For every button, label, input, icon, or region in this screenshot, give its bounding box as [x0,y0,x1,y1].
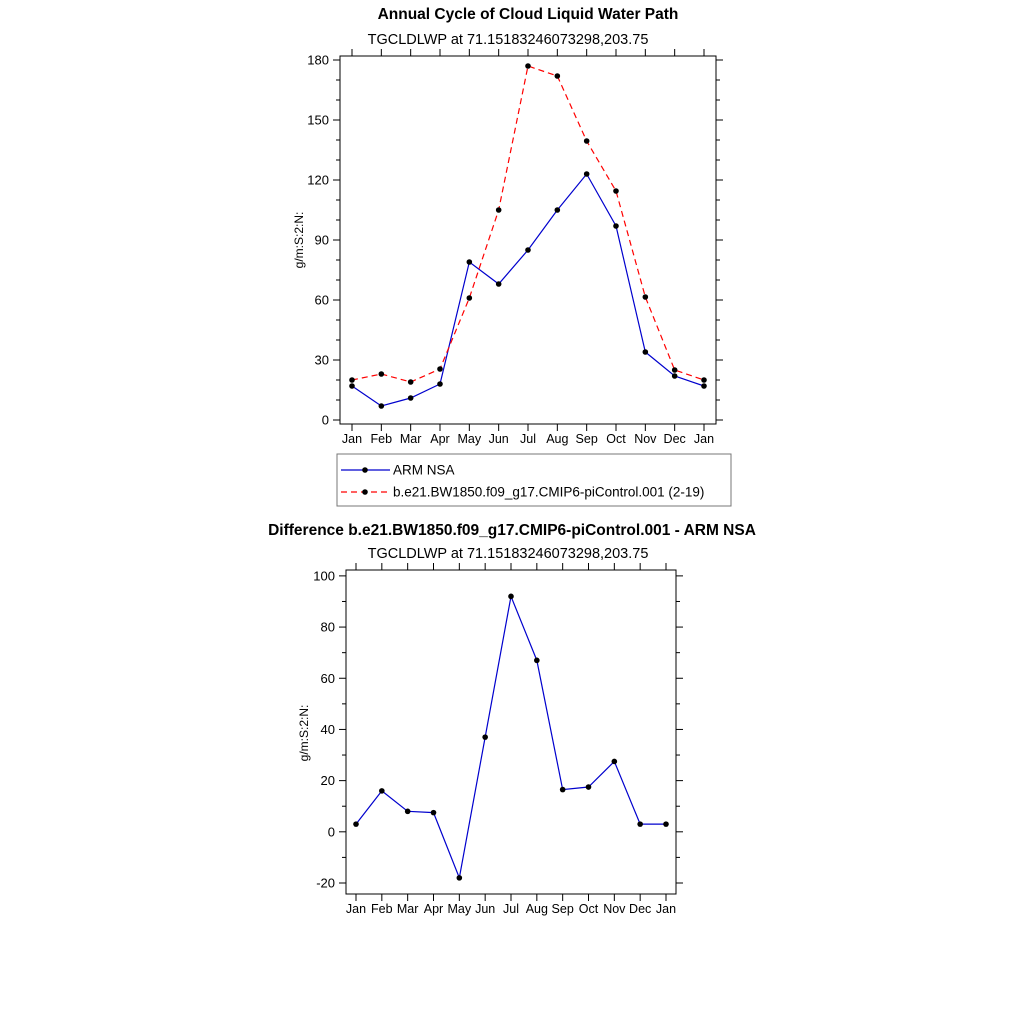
data-point-marker [586,784,592,790]
data-point-marker [467,259,473,265]
chart2-subtitle: TGCLDLWP at 71.15183246073298,203.75 [367,546,649,562]
data-point-marker [525,63,531,69]
x-tick-label: Jul [520,432,536,446]
x-tick-label: Jan [341,432,363,446]
chart1-subtitle: TGCLDLWP at 71.15183246073298,203.75 [367,32,649,48]
y-tick-label: -20 [316,875,335,891]
y-tick-label: 180 [307,52,329,68]
x-tick-label: Nov [603,902,626,916]
x-tick-label: Oct [578,902,599,916]
legend-label-arm-nsa: ARM NSA [393,462,455,478]
x-tick-label: Sep [551,902,574,916]
series-line [356,596,666,878]
data-point-marker [672,367,678,373]
data-point-marker [349,377,355,383]
chart1-title: Annual Cycle of Cloud Liquid Water Path [377,6,679,23]
data-point-marker [353,821,359,827]
data-point-marker [701,377,707,383]
data-point-marker [349,383,355,389]
x-tick-label: Oct [606,432,626,446]
data-point-marker [467,295,473,301]
data-point-marker [405,809,411,815]
chart2-title: Difference b.e21.BW1850.f09_g17.CMIP6-piControl.001 - ARM NSA [268,522,756,539]
x-tick-label: Sep [575,432,598,446]
data-point-marker [482,734,488,740]
data-point-marker [612,759,618,765]
series-line [352,174,704,406]
difference-chart [268,522,756,916]
data-point-marker [584,171,590,177]
chart1-plot-area [307,49,723,446]
data-point-marker [643,349,649,355]
x-tick-label: Aug [525,902,548,916]
x-tick-label: Jan [655,902,677,916]
x-tick-label: Jun [475,902,496,916]
data-point-marker [643,294,649,300]
data-point-marker [437,381,443,387]
chart2-plot-area [313,563,683,916]
data-point-marker [457,875,463,881]
x-tick-label: Nov [634,432,657,446]
legend [337,454,731,506]
data-point-marker [431,810,437,816]
x-tick-label: Aug [546,432,569,446]
x-tick-label: Feb [371,902,393,916]
x-tick-label: Mar [396,902,419,916]
x-tick-label: Apr [423,902,444,916]
y-tick-label: 100 [313,568,335,584]
annual-cycle-chart [292,6,731,506]
x-tick-label: May [457,432,482,446]
data-point-marker [437,366,443,372]
data-point-marker [663,821,669,827]
x-tick-label: Dec [663,432,686,446]
data-point-marker [496,281,502,287]
x-tick-label: Apr [430,432,450,446]
x-tick-label: Jan [345,902,367,916]
data-point-marker [408,379,414,385]
y-tick-label: 30 [314,352,329,368]
data-point-marker [525,247,531,253]
data-point-marker [613,188,619,194]
x-tick-label: Feb [370,432,393,446]
chart2-y-axis-label: g/m:S:2:N: [297,704,311,762]
data-point-marker [672,373,678,379]
y-tick-label: 120 [307,172,329,188]
data-point-marker [613,223,619,229]
plot-frame [346,570,676,894]
data-point-marker [560,787,566,793]
x-tick-label: Dec [629,902,652,916]
data-point-marker [555,207,561,213]
y-tick-label: 0 [321,412,329,428]
y-tick-label: 150 [307,112,329,128]
x-tick-label: Jul [503,902,519,916]
data-point-marker [496,207,502,213]
x-tick-label: Jun [488,432,509,446]
chart1-y-axis-label: g/m:S:2:N: [292,211,306,269]
x-tick-label: Mar [399,432,422,446]
data-point-marker [379,788,385,794]
y-tick-label: 90 [314,232,329,248]
legend-marker-model [362,489,368,495]
data-point-marker [555,73,561,79]
data-point-marker [379,403,385,409]
y-tick-label: 80 [320,619,335,635]
y-tick-label: 0 [327,824,335,840]
data-point-marker [534,658,540,664]
data-point-marker [379,371,385,377]
x-tick-label: Jan [693,432,715,446]
data-point-marker [584,138,590,144]
plot-frame [340,56,716,424]
y-tick-label: 60 [320,670,335,686]
y-tick-label: 20 [320,773,335,789]
y-tick-label: 40 [320,721,335,737]
y-tick-label: 60 [314,292,329,308]
legend-label-model: b.e21.BW1850.f09_g17.CMIP6-piControl.001 (2-19) [393,484,705,500]
legend-marker-arm-nsa [362,467,368,473]
data-point-marker [637,821,643,827]
series-line [352,66,704,382]
data-point-marker [701,383,707,389]
x-tick-label: May [447,902,472,916]
data-point-marker [508,594,514,600]
data-point-marker [408,395,414,401]
